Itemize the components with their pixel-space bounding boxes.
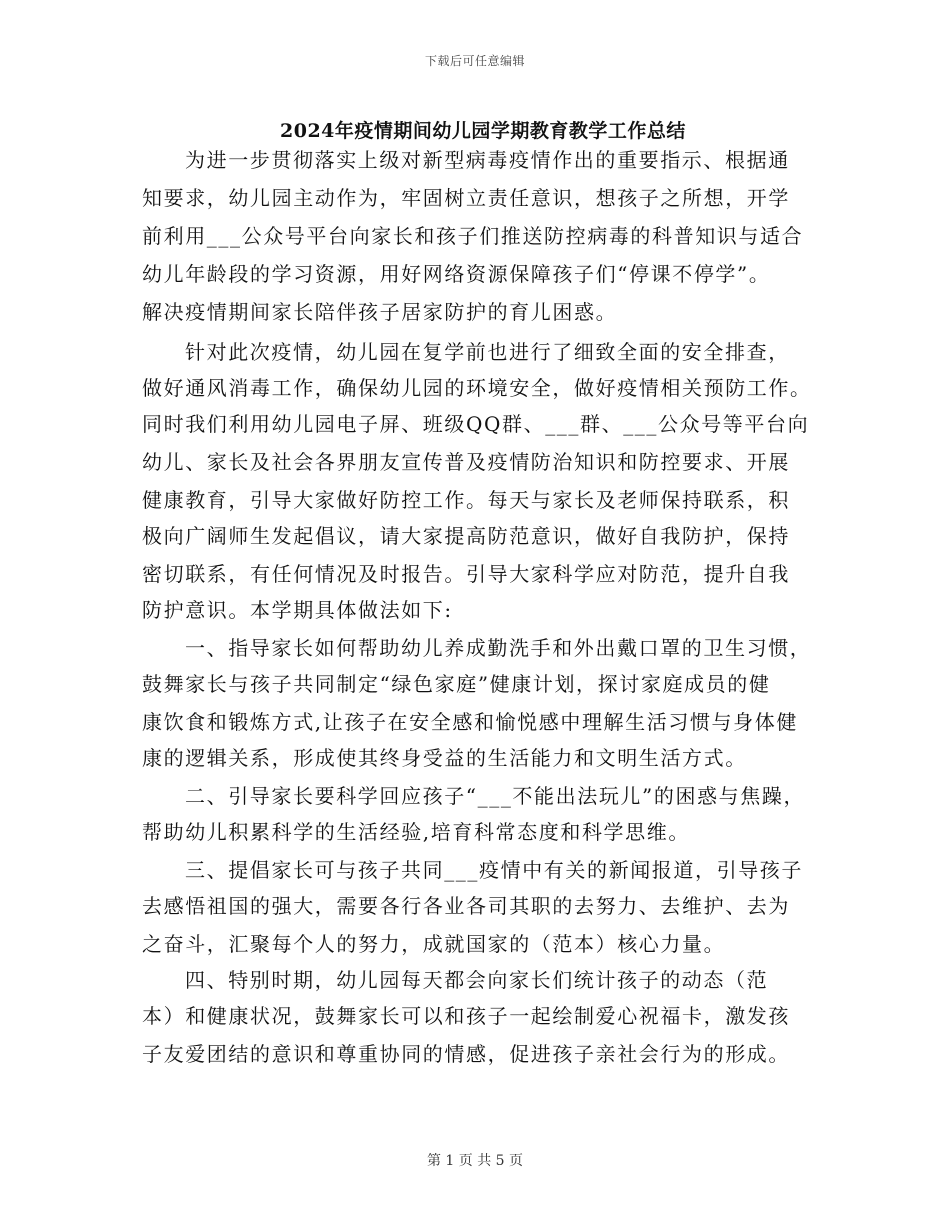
body-line: 同时我们利用幼儿园电子屏、班级QQ群、___群、___公众号等平台向: [142, 412, 810, 436]
document-title: 2024年疫情期间幼儿园学期教育教学工作总结: [280, 120, 686, 142]
body-line: 鼓舞家长与孩子共同制定“绿色家庭”健康计划，探讨家庭成员的健: [142, 672, 771, 696]
body-line: 解决疫情期间家长陪伴孩子居家防护的育儿困惑。: [142, 300, 618, 324]
body-line: 密切联系，有任何情况及时报告。引导大家科学应对防范，提升自我: [142, 562, 790, 586]
body-line: 二、引导家长要科学回应孩子“___不能出法玩儿”的困惑与焦躁，: [185, 784, 806, 808]
body-line: 防护意识。本学期具体做法如下:: [142, 598, 453, 622]
body-line: 本）和健康状况，鼓舞家长可以和孩子一起绘制爱心祝福卡，激发孩: [142, 1004, 790, 1028]
body-line: 康饮食和锻炼方式,让孩子在安全感和愉悦感中理解生活习惯与身体健: [142, 710, 798, 734]
body-line: 康的逻辑关系，形成使其终身受益的生活能力和文明生活方式。: [142, 746, 747, 770]
body-line: 健康教育，引导大家做好防控工作。每天与家长及老师保持联系，积: [142, 488, 790, 512]
body-line: 一、指导家长如何帮助幼儿养成勤洗手和外出戴口罩的卫生习惯，: [185, 636, 812, 660]
header-note: 下载后可任意编辑: [424, 54, 525, 68]
body-line: 三、提倡家长可与孩子共同___疫情中有关的新闻报道，引导孩子: [185, 858, 803, 882]
body-line: 知要求，幼儿园主动作为，牢固树立责任意识，想孩子之所想，开学: [142, 186, 790, 210]
body-line: 幼儿、家长及社会各界朋友宣传普及疫情防治知识和防控要求、开展: [142, 450, 790, 474]
body-line: 针对此次疫情，幼儿园在复学前也进行了细致全面的安全排查，: [185, 340, 790, 364]
body-line: 之奋斗，汇聚每个人的努力，成就国家的（范本）核心力量。: [142, 932, 726, 956]
body-line: 帮助幼儿积累科学的生活经验,培育科常态度和科学思维。: [142, 820, 690, 844]
body-line: 前利用___公众号平台向家长和孩子们推送防控病毒的科普知识与适合: [142, 224, 804, 248]
page-footer: 第 1 页 共 5 页: [426, 1153, 524, 1169]
body-line: 幼儿年龄段的学习资源，用好网络资源保障孩子们“停课不停学”。: [142, 262, 771, 286]
body-line: 子友爱团结的意识和尊重协同的情感，促进孩子亲社会行为的形成。: [142, 1042, 790, 1066]
body-line: 做好通风消毒工作，确保幼儿园的环境安全，做好疫情相关预防工作。: [142, 376, 812, 400]
body-line: 去感悟祖国的强大，需要各行各业各司其职的去努力、去维护、去为: [142, 894, 790, 918]
body-line: 四、特别时期，幼儿园每天都会向家长们统计孩子的动态（范: [185, 968, 769, 992]
body-line: 为进一步贯彻落实上级对新型病毒疫情作出的重要指示、根据通: [185, 148, 790, 172]
body-line: 极向广阔师生发起倡议，请大家提高防范意识，做好自我防护，保持: [142, 524, 790, 548]
